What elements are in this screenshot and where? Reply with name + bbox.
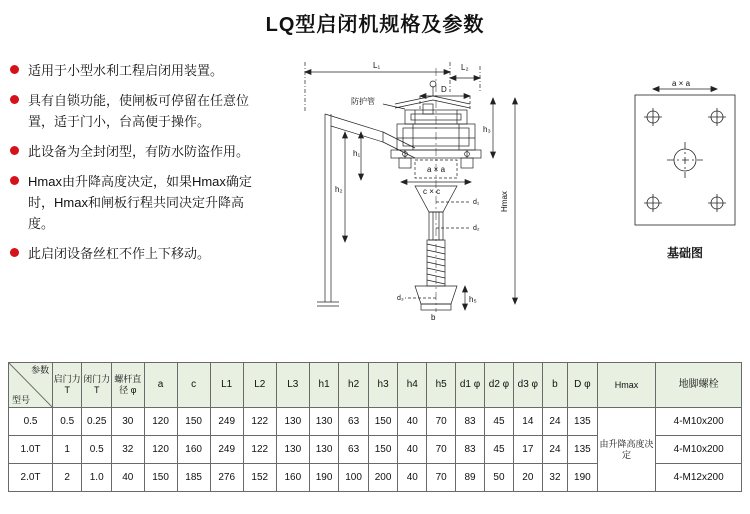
list-item <box>10 171 260 234</box>
cell-d2: 45 <box>485 408 514 436</box>
cell-model: 0.5 <box>9 408 53 436</box>
header-b: b <box>542 363 567 408</box>
cell-h5: 70 <box>427 408 456 436</box>
cell-a: 120 <box>144 436 177 464</box>
corner-label-parameter: 参数 <box>31 365 50 375</box>
cell-L3: 130 <box>276 436 309 464</box>
header-h2: h2 <box>339 363 369 408</box>
header-L2: L2 <box>243 363 276 408</box>
drawing-label-L2: L₂ <box>461 63 469 72</box>
header-c: c <box>177 363 210 408</box>
cell-h1: 130 <box>309 436 339 464</box>
header-a: a <box>144 363 177 408</box>
cell-c: 185 <box>177 464 210 492</box>
list-item-text: 适用于小型水利工程启闭用装置。 <box>28 63 224 78</box>
list-item <box>10 90 260 132</box>
cell-d1: 89 <box>456 464 485 492</box>
drawing-label-h2: h₂ <box>335 185 343 194</box>
cell-close-force: 0.25 <box>82 408 112 436</box>
cell-L2: 122 <box>243 408 276 436</box>
header-L3: L3 <box>276 363 309 408</box>
foundation-label-axa: a × a <box>672 79 691 88</box>
cell-L2: 152 <box>243 464 276 492</box>
cell-d3: 17 <box>513 436 542 464</box>
drawing-label-cxc: c × c <box>423 187 441 196</box>
bullet-dot-icon <box>10 146 19 155</box>
cell-close-force: 0.5 <box>82 436 112 464</box>
header-L1: L1 <box>210 363 243 408</box>
cell-h4: 40 <box>398 464 427 492</box>
drawing-label-d2: d₂ <box>473 225 480 232</box>
page-title: LQ型启闭机规格及参数 <box>265 14 485 36</box>
table-row <box>9 408 742 436</box>
drawing-label-axa: a × a <box>427 165 446 174</box>
foundation-diagram <box>625 75 745 255</box>
cell-open-force: 2 <box>53 464 82 492</box>
list-item <box>10 141 260 162</box>
cell-d3: 20 <box>513 464 542 492</box>
bullet-dot-icon <box>10 95 19 104</box>
cell-D: 135 <box>568 436 598 464</box>
list-item-text: 此启闭设备丝杠不作上下移动。 <box>28 246 211 261</box>
cell-h3: 150 <box>368 408 398 436</box>
cell-a: 120 <box>144 408 177 436</box>
cell-a: 150 <box>144 464 177 492</box>
header-h4: h4 <box>398 363 427 408</box>
table-corner-cell <box>9 363 53 408</box>
list-item <box>10 60 260 81</box>
cell-d2: 50 <box>485 464 514 492</box>
cell-h5: 70 <box>427 464 456 492</box>
table-header-row <box>9 363 742 408</box>
feature-bullet-list <box>10 60 260 273</box>
list-item-text: Hmax由升降高度决定，如果Hmax确定时，Hmax和闸板行程共同决定升降高度。 <box>28 174 252 231</box>
cell-L3: 130 <box>276 408 309 436</box>
cell-open-force: 0.5 <box>53 408 82 436</box>
bullet-dot-icon <box>10 65 19 74</box>
cell-b: 24 <box>542 408 567 436</box>
cell-anchor-bolt: 4-M12x200 <box>656 464 742 492</box>
cell-d1: 83 <box>456 436 485 464</box>
header-close-force: 闭门力 T <box>82 363 112 408</box>
header-h1: h1 <box>309 363 339 408</box>
bullet-dot-icon <box>10 248 19 257</box>
drawing-label-hmax: Hmax <box>500 191 509 212</box>
header-anchor-bolt: 地脚螺栓 <box>656 363 742 408</box>
drawing-label-L1: L₁ <box>373 61 381 70</box>
cell-h4: 40 <box>398 436 427 464</box>
header-D: D φ <box>568 363 598 408</box>
cell-L1: 249 <box>210 436 243 464</box>
drawing-label-D: D <box>441 85 447 94</box>
hoist-technical-drawing <box>265 52 625 342</box>
drawing-label-h5: h₅ <box>469 295 477 304</box>
corner-label-model: 型号 <box>12 395 31 405</box>
cell-model: 1.0T <box>9 436 53 464</box>
cell-model: 2.0T <box>9 464 53 492</box>
cell-c: 150 <box>177 408 210 436</box>
cell-L1: 249 <box>210 408 243 436</box>
header-d3: d3 φ <box>513 363 542 408</box>
header-screw-dia: 螺杆直径 φ <box>112 363 144 408</box>
cell-open-force: 1 <box>53 436 82 464</box>
cell-L2: 122 <box>243 436 276 464</box>
header-h5: h5 <box>427 363 456 408</box>
cell-c: 160 <box>177 436 210 464</box>
list-item-text: 此设备为全封闭型，有防水防盗作用。 <box>28 144 250 159</box>
cell-h4: 40 <box>398 408 427 436</box>
header-h3: h3 <box>368 363 398 408</box>
cell-h2: 63 <box>339 436 369 464</box>
drawing-label-protective-tube: 防护管 <box>351 97 375 106</box>
drawing-label-d1: d₁ <box>473 199 480 206</box>
list-item <box>10 243 260 264</box>
foundation-caption: 基础图 <box>666 246 703 260</box>
cell-screw-dia: 32 <box>112 436 144 464</box>
cell-h2: 63 <box>339 408 369 436</box>
cell-D: 135 <box>568 408 598 436</box>
cell-d1: 83 <box>456 408 485 436</box>
cell-h3: 150 <box>368 436 398 464</box>
cell-L3: 160 <box>276 464 309 492</box>
header-d1: d1 φ <box>456 363 485 408</box>
bullet-dot-icon <box>10 176 19 185</box>
header-d2: d2 φ <box>485 363 514 408</box>
cell-h2: 100 <box>339 464 369 492</box>
cell-b: 24 <box>542 436 567 464</box>
drawing-label-d3: d₃ <box>397 295 404 302</box>
cell-close-force: 1.0 <box>82 464 112 492</box>
cell-h1: 130 <box>309 408 339 436</box>
header-hmax: Hmax <box>597 363 656 408</box>
drawing-label-h3: h₃ <box>483 125 491 134</box>
cell-d2: 45 <box>485 436 514 464</box>
drawing-label-h1: h₁ <box>353 149 361 158</box>
header-open-force: 启门力 T <box>53 363 82 408</box>
cell-h3: 200 <box>368 464 398 492</box>
list-item-text: 具有自锁功能，使闸板可停留在任意位置，适于门小，台高便于操作。 <box>28 93 250 129</box>
cell-h1: 190 <box>309 464 339 492</box>
cell-anchor-bolt: 4-M10x200 <box>656 408 742 436</box>
parameter-table-wrapper <box>8 362 742 492</box>
cell-h5: 70 <box>427 436 456 464</box>
cell-anchor-bolt: 4-M10x200 <box>656 436 742 464</box>
cell-screw-dia: 40 <box>112 464 144 492</box>
cell-D: 190 <box>568 464 598 492</box>
drawing-label-b: b <box>431 313 436 322</box>
parameter-table <box>8 362 742 492</box>
cell-hmax: 由升降高度决定 <box>597 408 656 492</box>
cell-screw-dia: 30 <box>112 408 144 436</box>
cell-b: 32 <box>542 464 567 492</box>
cell-L1: 276 <box>210 464 243 492</box>
cell-d3: 14 <box>513 408 542 436</box>
